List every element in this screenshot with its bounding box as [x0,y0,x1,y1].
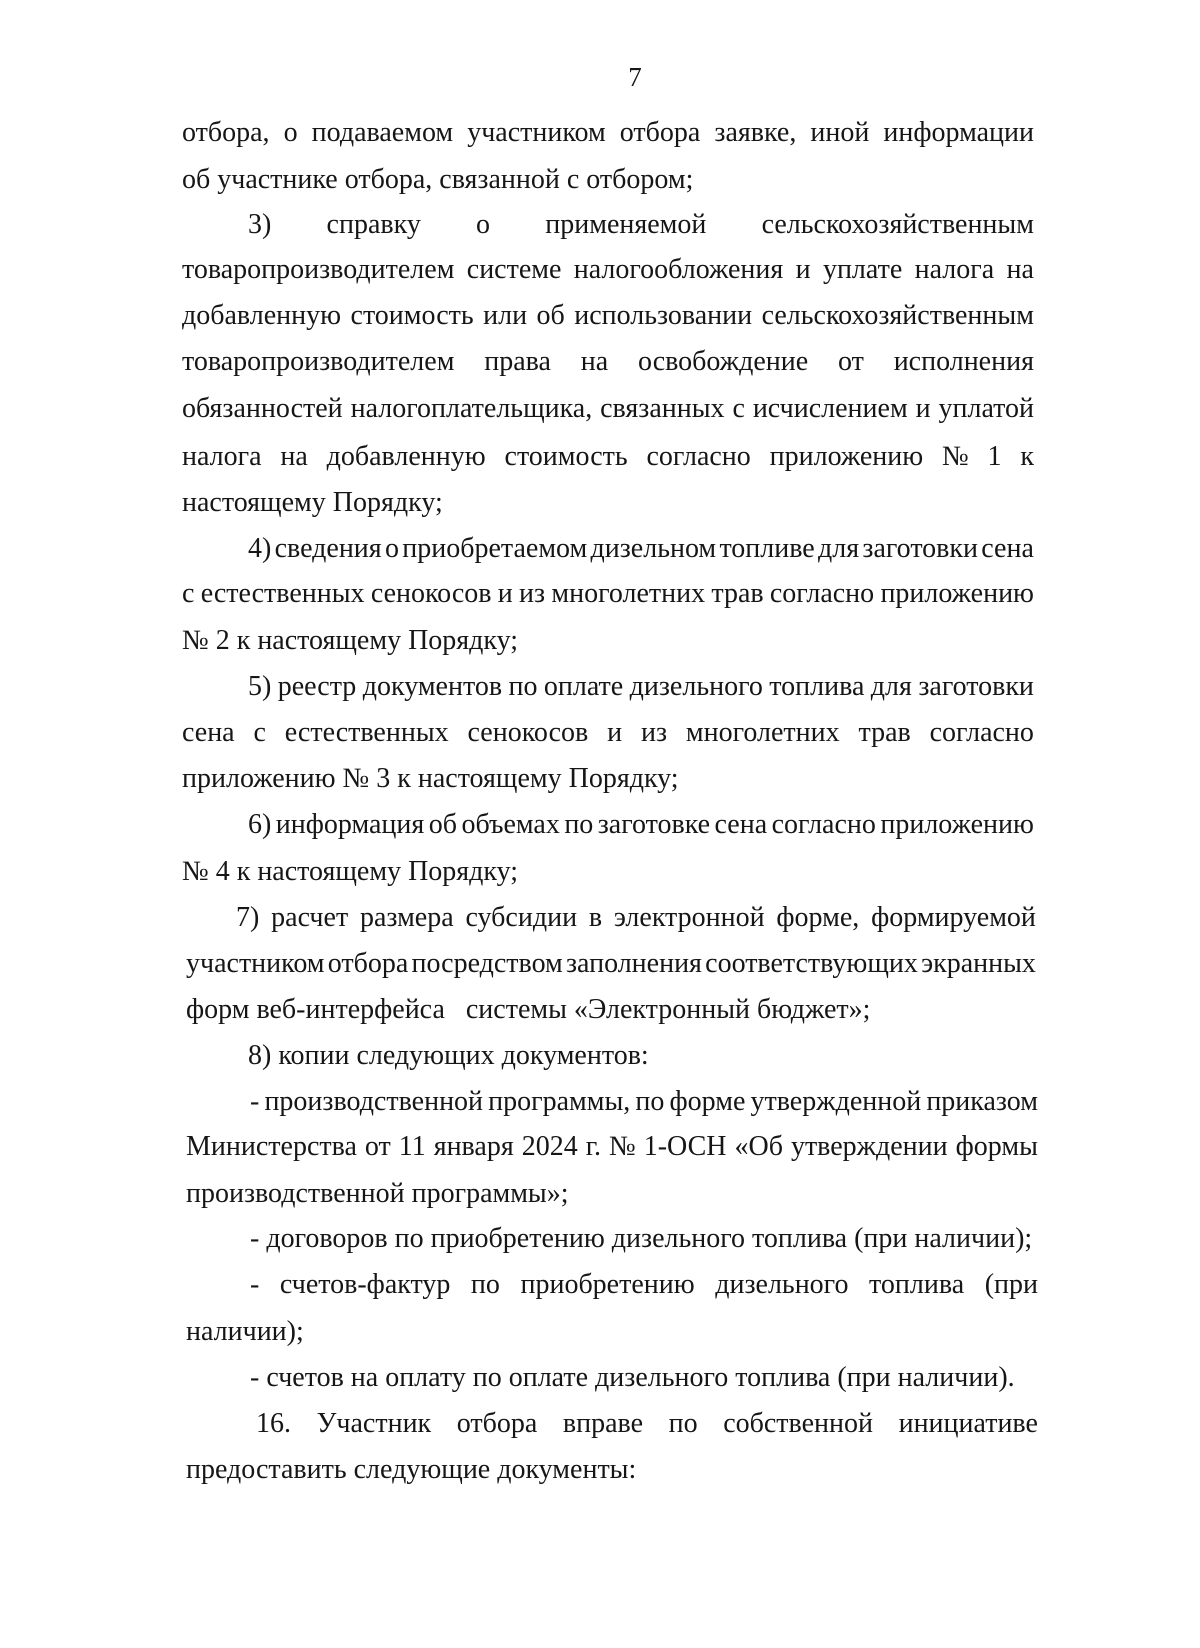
word: о [384,533,399,564]
text-line [256,1407,1038,1441]
word: сельскохозяйственным [761,209,1034,240]
word: оплате [543,671,624,702]
word: в [588,902,603,933]
word: 1 [987,441,1002,472]
word: инициативе [898,1408,1038,1439]
word: налогообложения [573,254,784,285]
word: справку [326,209,421,240]
word: топлива [769,671,865,702]
word: на [580,346,609,377]
word: января [433,1131,514,1162]
word: многолетних [685,717,840,748]
word: - [250,1086,260,1117]
word: информации [883,117,1034,148]
word: на [280,441,308,472]
word: уплате [822,254,903,285]
word: 11 [398,1131,426,1162]
word: естественных [284,717,449,748]
word: связанных [600,393,725,424]
text-line: производственной программы»; [186,1178,569,1209]
word: вправе [562,1408,644,1439]
word: сенокосов [467,717,589,748]
word: приложению [880,578,1034,609]
word: с [182,578,195,609]
word: трав [711,578,764,609]
word: исчислением [752,393,908,424]
word: права [484,346,551,377]
word: об [536,300,565,331]
word: по [508,671,538,702]
word: документов [362,671,503,702]
word: приложению [880,809,1034,840]
text-line: № 2 к настоящему Порядку; [182,625,519,656]
word: согласно [646,441,751,472]
word: отбора [327,948,409,979]
word: Участник [316,1408,432,1439]
word: приложению [769,441,924,472]
word: 3) [248,209,272,240]
word: подаваемом [311,117,454,148]
word: участником [186,948,325,979]
word: утвержденной [750,1086,922,1117]
word: сена [714,809,768,840]
word: налогоплательщика, [350,393,593,424]
word: отбора [456,1408,538,1439]
word: и [607,717,623,748]
word: 16. [256,1408,291,1439]
word: 7) [236,902,260,933]
word: счетов-фактур [279,1269,451,1300]
text-line [248,670,1034,704]
word: - [250,1269,260,1300]
word: соответствующих [705,948,918,979]
word: № [609,1131,636,1162]
word: и [915,393,931,424]
word: согласно [929,717,1034,748]
text-line: предоставить следующие документы: [186,1454,637,1485]
word: обязанностей [182,393,343,424]
text-line [186,1130,1038,1164]
word: по [564,809,594,840]
text-line [182,577,1034,611]
word: по [635,1086,665,1117]
word: добавленную [326,441,486,472]
word: топлива [869,1269,965,1300]
text-line: форм веб-интерфейса системы «Электронный бюджет»; [186,994,871,1025]
word: 5) [248,671,272,702]
text-line [182,345,1034,379]
word: от [364,1131,391,1162]
word: и [795,254,811,285]
word: естественных [200,578,365,609]
word: стоимость [504,441,628,472]
word: согласно [769,578,875,609]
word: налога [914,254,995,285]
word: форме [669,1086,746,1117]
word: из [519,578,546,609]
word: заготовки [918,671,1034,702]
word: сенокосов [370,578,492,609]
text-line [248,208,1034,242]
word: многолетних [551,578,706,609]
text-line [182,716,1034,750]
text-line [236,901,1036,935]
word: утверждении [790,1131,948,1162]
word: добавленную [182,300,342,331]
word: о [476,209,491,240]
text-line [182,392,1034,426]
word: или [483,300,528,331]
text-line [248,532,1034,566]
text-line [250,1085,1038,1119]
word: использовании [574,300,753,331]
word: расчет [271,902,349,933]
word: по [668,1408,698,1439]
word: формы [955,1131,1038,1162]
word: программы, [488,1086,631,1117]
word: исполнения [893,346,1034,377]
word: информация [275,809,425,840]
word: Министерства [186,1131,357,1162]
word: форме, [776,902,860,933]
word: реестр [277,671,357,702]
word: (при [984,1269,1038,1300]
word: заготовки [862,533,978,564]
word: заявке, [714,117,797,148]
text-line: № 4 к настоящему Порядку; [182,856,519,887]
text-line [186,947,1036,981]
text-line: - счетов на оплату по оплате дизельного топлива (при наличии). [250,1362,1015,1393]
word: с [253,717,266,748]
word: с [732,393,745,424]
text-line [250,1268,1038,1302]
word: субсидии [465,902,578,933]
word: № [942,441,969,472]
word: собственной [723,1408,873,1439]
word: товаропроизводителем [182,346,455,377]
text-line [182,440,1034,474]
word: согласно [771,809,876,840]
word: г. [585,1131,602,1162]
word: применяемой [545,209,707,240]
word: уплатой [938,393,1034,424]
word: и [497,578,513,609]
word: приказом [926,1086,1038,1117]
word: дизельном [590,533,717,564]
word: производственной [264,1086,484,1117]
word: от [837,346,864,377]
word: сена [981,533,1034,564]
word: 4) [248,533,272,564]
text-line: 8) копии следующих документов: [248,1040,649,1071]
word: формируемой [871,902,1036,933]
text-line: настоящему Порядку; [182,487,443,518]
word: дизельного [715,1269,849,1300]
word: участником [467,117,606,148]
word: сена [182,717,235,748]
word: иной [810,117,870,148]
word: 1-ОСН [643,1131,727,1162]
word: для [818,533,860,564]
word: товаропроизводителем [182,254,455,285]
word: сельскохозяйственным [761,300,1034,331]
word: экранных [921,948,1036,979]
word: об [428,809,457,840]
word: размера [360,902,454,933]
word: освобождение [638,346,809,377]
word: отбора, [182,117,270,148]
word: 2024 [521,1131,578,1162]
word: к [1020,441,1034,472]
word: заготовке [597,809,711,840]
text-line [248,808,1034,842]
text-line [182,116,1034,150]
word: посредством [411,948,563,979]
word: дизельного [629,671,763,702]
word: топливе [719,533,815,564]
text-line [182,253,1034,287]
word: налога [182,441,262,472]
word: по [470,1269,500,1300]
text-line [182,299,1034,333]
word: электронной [613,902,765,933]
word: заполнения [565,948,702,979]
word: сведения [274,533,382,564]
word: 6) [248,809,272,840]
word: на [1006,254,1034,285]
text-line: наличии); [186,1316,304,1347]
word: приобретаемом [402,533,588,564]
word: отбора [619,117,701,148]
word: приобретению [520,1269,695,1300]
text-line: об участнике отбора, связанной с отбором; [182,164,694,195]
word: для [870,671,912,702]
text-line: - договоров по приобретению дизельного топлива (при наличии); [250,1223,1033,1254]
word: «Об [734,1131,783,1162]
page-number: 7 [628,62,642,92]
word: трав [858,717,911,748]
text-line: приложению № 3 к настоящему Порядку; [182,763,679,794]
word: о [283,117,298,148]
word: системе [466,254,562,285]
word: из [640,717,668,748]
word: стоимость [350,300,474,331]
word: объемах [461,809,560,840]
